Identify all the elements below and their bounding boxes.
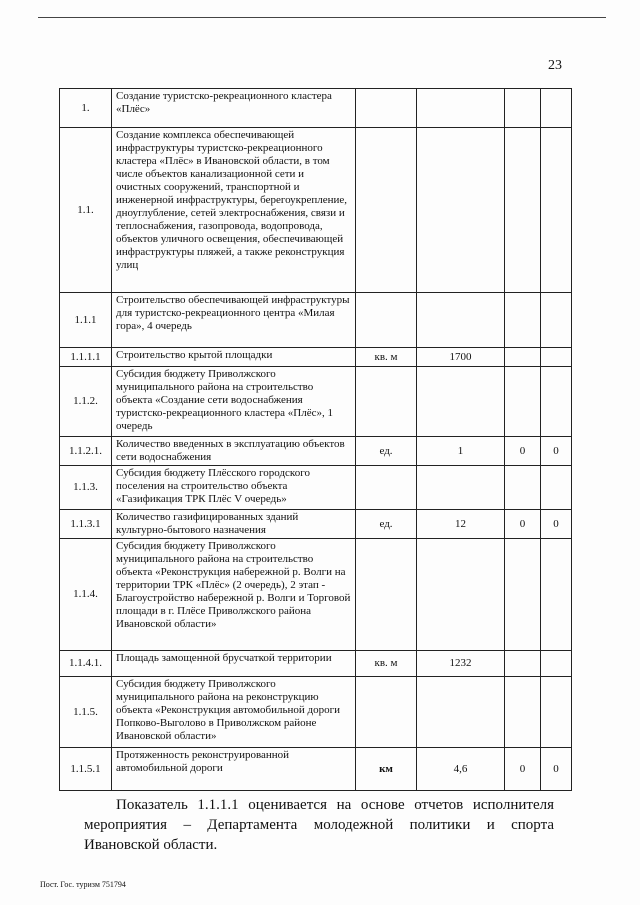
row-value-2 xyxy=(505,367,541,437)
row-value-1 xyxy=(417,466,505,510)
row-number: 1.1.2. xyxy=(60,367,112,437)
row-name: Протяженность реконструированной автомобильной дороги xyxy=(112,748,356,791)
row-value-2 xyxy=(505,348,541,367)
row-number: 1.1.3.1 xyxy=(60,510,112,539)
row-unit: кв. м xyxy=(356,348,417,367)
indicator-footnote: Показатель 1.1.1.1 оценивается на основе отчетов исполнителя мероприятия – Департамента молодежной политики и спорта Ивановской области. xyxy=(84,797,554,853)
row-unit xyxy=(356,367,417,437)
row-value-1 xyxy=(417,367,505,437)
page-number: 23 xyxy=(548,58,562,73)
row-name: Субсидия бюджету Приволжского муниципального района на строительство объекта «Реконструкция набережной р. Волги на территории ТРК «Плёс» (2 очередь), 2 этап - Благоустройство набережной р. Волги и Торговой площади в г. Плёсе Приволжского района Ивановской области» xyxy=(112,539,356,651)
table-row xyxy=(60,89,572,128)
row-unit xyxy=(356,677,417,748)
row-value-3: 0 xyxy=(541,748,572,791)
row-value-1: 4,6 xyxy=(417,748,505,791)
row-value-3 xyxy=(541,539,572,651)
row-name: Количество введенных в эксплуатацию объектов сети водоснабжения xyxy=(112,437,356,466)
table-row xyxy=(60,348,572,367)
table-row xyxy=(60,128,572,293)
table-row xyxy=(60,367,572,437)
row-name: Субсидия бюджету Плёсского городского поселения на строительство объекта «Газификация ТРК Плёс V очередь» xyxy=(112,466,356,510)
row-value-3 xyxy=(541,128,572,293)
row-value-3 xyxy=(541,348,572,367)
row-name: Строительство обеспечивающей инфраструктуры для туристско-рекреационного центра «Милая гора», 4 очередь xyxy=(112,293,356,348)
table-row xyxy=(60,539,572,651)
row-value-3 xyxy=(541,293,572,348)
row-name: Площадь замощенной брусчаткой территории xyxy=(112,651,356,677)
row-unit: кв. м xyxy=(356,651,417,677)
row-number: 1.1.4.1. xyxy=(60,651,112,677)
row-unit xyxy=(356,539,417,651)
row-number: 1.1.1.1 xyxy=(60,348,112,367)
row-value-1 xyxy=(417,539,505,651)
row-number: 1.1. xyxy=(60,128,112,293)
row-number: 1.1.5.1 xyxy=(60,748,112,791)
row-number: 1.1.2.1. xyxy=(60,437,112,466)
row-value-1: 12 xyxy=(417,510,505,539)
row-unit xyxy=(356,293,417,348)
row-value-1: 1 xyxy=(417,437,505,466)
row-unit: ед. xyxy=(356,437,417,466)
row-unit: ед. xyxy=(356,510,417,539)
table-row xyxy=(60,677,572,748)
row-name: Количество газифицированных зданий культурно-бытового назначения xyxy=(112,510,356,539)
row-value-1 xyxy=(417,293,505,348)
top-rule xyxy=(38,17,606,18)
row-number: 1.1.1 xyxy=(60,293,112,348)
row-value-1 xyxy=(417,677,505,748)
row-name: Создание туристско-рекреационного кластера «Плёс» xyxy=(112,89,356,128)
row-name: Создание комплекса обеспечивающей инфраструктуры туристско-рекреационного кластера «Плёс» в Ивановской области, в том числе объектов канализационной сети и очистных сооружений, транспортной и инженерной инфраструктуры, берегоукрепление, дноуглубление, сетей электроснабжения, связи и теплоснабжения, газопровода, водопровода, объектов уличного освещения, обеспечивающей инфраструктуры пляжей, а также реконструкция улиц xyxy=(112,128,356,293)
row-value-1: 1700 xyxy=(417,348,505,367)
row-value-3 xyxy=(541,89,572,128)
row-value-2: 0 xyxy=(505,748,541,791)
row-value-2: 0 xyxy=(505,437,541,466)
row-value-2 xyxy=(505,651,541,677)
row-value-3 xyxy=(541,466,572,510)
table-row xyxy=(60,510,572,539)
row-name: Субсидия бюджету Приволжского муниципального района на строительство объекта «Создание сети водоснабжения туристско-рекреационного кластера «Плёс», 1 очередь xyxy=(112,367,356,437)
document-footer-note: Пост. Гос. туризм 751794 xyxy=(40,880,126,889)
row-unit xyxy=(356,128,417,293)
row-number: 1. xyxy=(60,89,112,128)
row-value-2: 0 xyxy=(505,510,541,539)
row-value-3 xyxy=(541,651,572,677)
row-unit xyxy=(356,89,417,128)
table-row xyxy=(60,748,572,791)
row-value-2 xyxy=(505,677,541,748)
row-value-1 xyxy=(417,128,505,293)
row-number: 1.1.4. xyxy=(60,539,112,651)
table-row xyxy=(60,466,572,510)
row-value-3: 0 xyxy=(541,437,572,466)
row-value-3: 0 xyxy=(541,510,572,539)
row-value-3 xyxy=(541,367,572,437)
row-unit xyxy=(356,466,417,510)
table-row xyxy=(60,437,572,466)
row-value-2 xyxy=(505,293,541,348)
row-name: Строительство крытой площадки xyxy=(112,348,356,367)
row-value-2 xyxy=(505,89,541,128)
row-name: Субсидия бюджету Приволжского муниципального района на реконструкцию объекта «Реконструкция автомобильной дороги Попково-Выголово в Приволжском районе Ивановской области» xyxy=(112,677,356,748)
row-value-1: 1232 xyxy=(417,651,505,677)
row-value-2 xyxy=(505,128,541,293)
table-row xyxy=(60,651,572,677)
row-value-1 xyxy=(417,89,505,128)
row-number: 1.1.3. xyxy=(60,466,112,510)
row-number: 1.1.5. xyxy=(60,677,112,748)
table-row xyxy=(60,293,572,348)
indicator-table-wrap xyxy=(59,88,571,786)
row-value-3 xyxy=(541,677,572,748)
row-value-2 xyxy=(505,539,541,651)
row-unit: км xyxy=(356,748,417,791)
row-value-2 xyxy=(505,466,541,510)
indicator-table xyxy=(59,88,572,791)
